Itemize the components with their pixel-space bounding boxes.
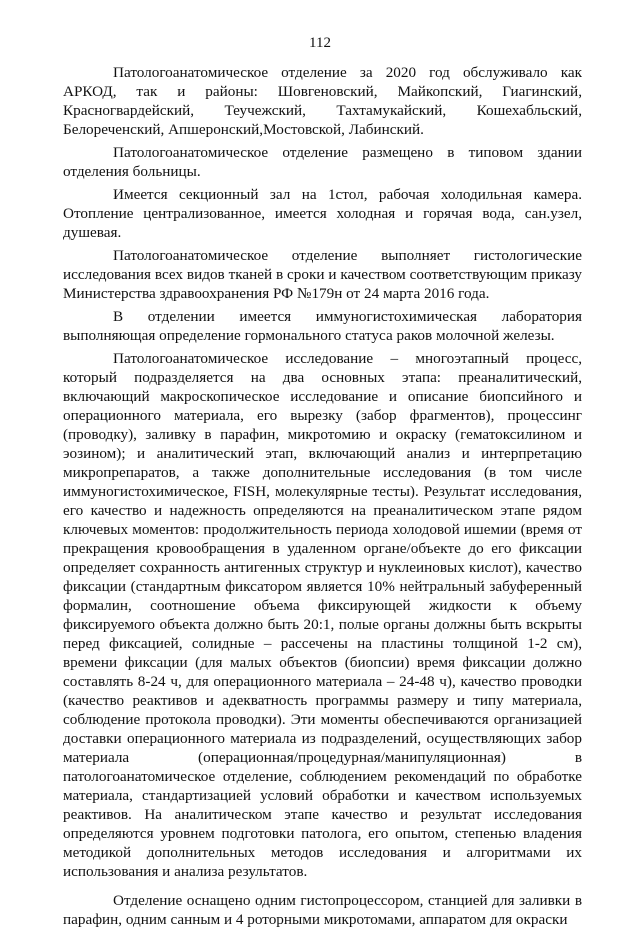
paragraph-facilities: Имеется секционный зал на 1стол, рабочая холодильная камера. Отопление централизованное, имеется холодная и горячая вода, сан.узел, душевая. bbox=[63, 186, 582, 241]
paragraph-service-area: Патологоанатомическое отделение за 2020 год обслуживало как АРКОД, так и районы: Шовгеновский, Майкопский, Гиагинский, Красногвардейский, Теучежский, Тахтамукайский, Кошехабльский, Белореченский, Апшеронский,Мостовской, Лабинский. bbox=[63, 64, 582, 138]
paragraph-ihc-lab: В отделении имеется иммуногистохимическая лаборатория выполняющая определение гормонального статуса раков молочной железы. bbox=[63, 308, 582, 344]
paragraph-equipment: Отделение оснащено одним гистопроцессором, станцией для заливки в парафин, одним санным и 4 роторными микротомами, аппаратом для окраски bbox=[63, 892, 582, 928]
paragraph-histology-scope: Патологоанатомическое отделение выполняет гистологические исследования всех видов тканей в сроки и качеством соответствующим приказу Министерства здравоохранения РФ №179н от 24 марта 2016 года. bbox=[63, 247, 582, 302]
document-body bbox=[63, 63, 582, 933]
page-number: 112 bbox=[309, 35, 331, 51]
paragraph-location: Патологоанатомическое отделение размещено в типовом здании отделения больницы. bbox=[63, 144, 582, 180]
paragraph-process-description: Патологоанатомическое исследование – многоэтапный процесс, который подразделяется на два основных этапа: преаналитический, включающий макроскопическое исследование и описание биопсийного и операционного материала, его вырезку (забор фрагментов), процессинг (проводку), заливку в парафин, микротомию и окраску (гематоксилином и эозином); и аналитический этап, включающий анализ и интерпретацию микропрепаратов, а также дополнительные исследования (в том числе иммуногистохимическое, FISH, молекулярные тесты). Результат исследования, его качество и надежность определяются на преаналитическом этапе рядом ключевых моментов: продолжительность периода холодовой ишемии (время от прекращения кровообращения в удаленном органе/объекте до его фиксации определяет сохранность антигенных структур и нуклеиновых кислот), качество фиксации (стандартным фиксатором является 10% нейтральный забуференный формалин, соотношение объема фиксирующей жидкости к объему фиксируемого объекта должно быть 20:1, полые органы должны быть вскрыты перед фиксацией, солидные – рассечены на пластины толщиной 1-2 см), времени фиксации (для малых объектов (биопсии) время фиксации должно составлять 8-24 ч, для операционного материала – 24-48 ч), качество проводки (качество реактивов и адекватность программы размеру и типу материала, соблюдение протокола проводки). Эти моменты обеспечиваются организацией доставки операционного материала из подразделений, осуществляющих забор материала (операционная/процедурная/манипуляционная) в патологоанатомическое отделение, соблюдением рекомендаций по обработке материала, стандартизацией условий обработки и качеством используемых реактивов. На аналитическом этапе качество и результат исследования определяются уровнем подготовки патолога, его опытом, степенью владения методикой дополнительных методов исследования и алгоритмами их использования и анализа результатов. bbox=[63, 350, 582, 880]
